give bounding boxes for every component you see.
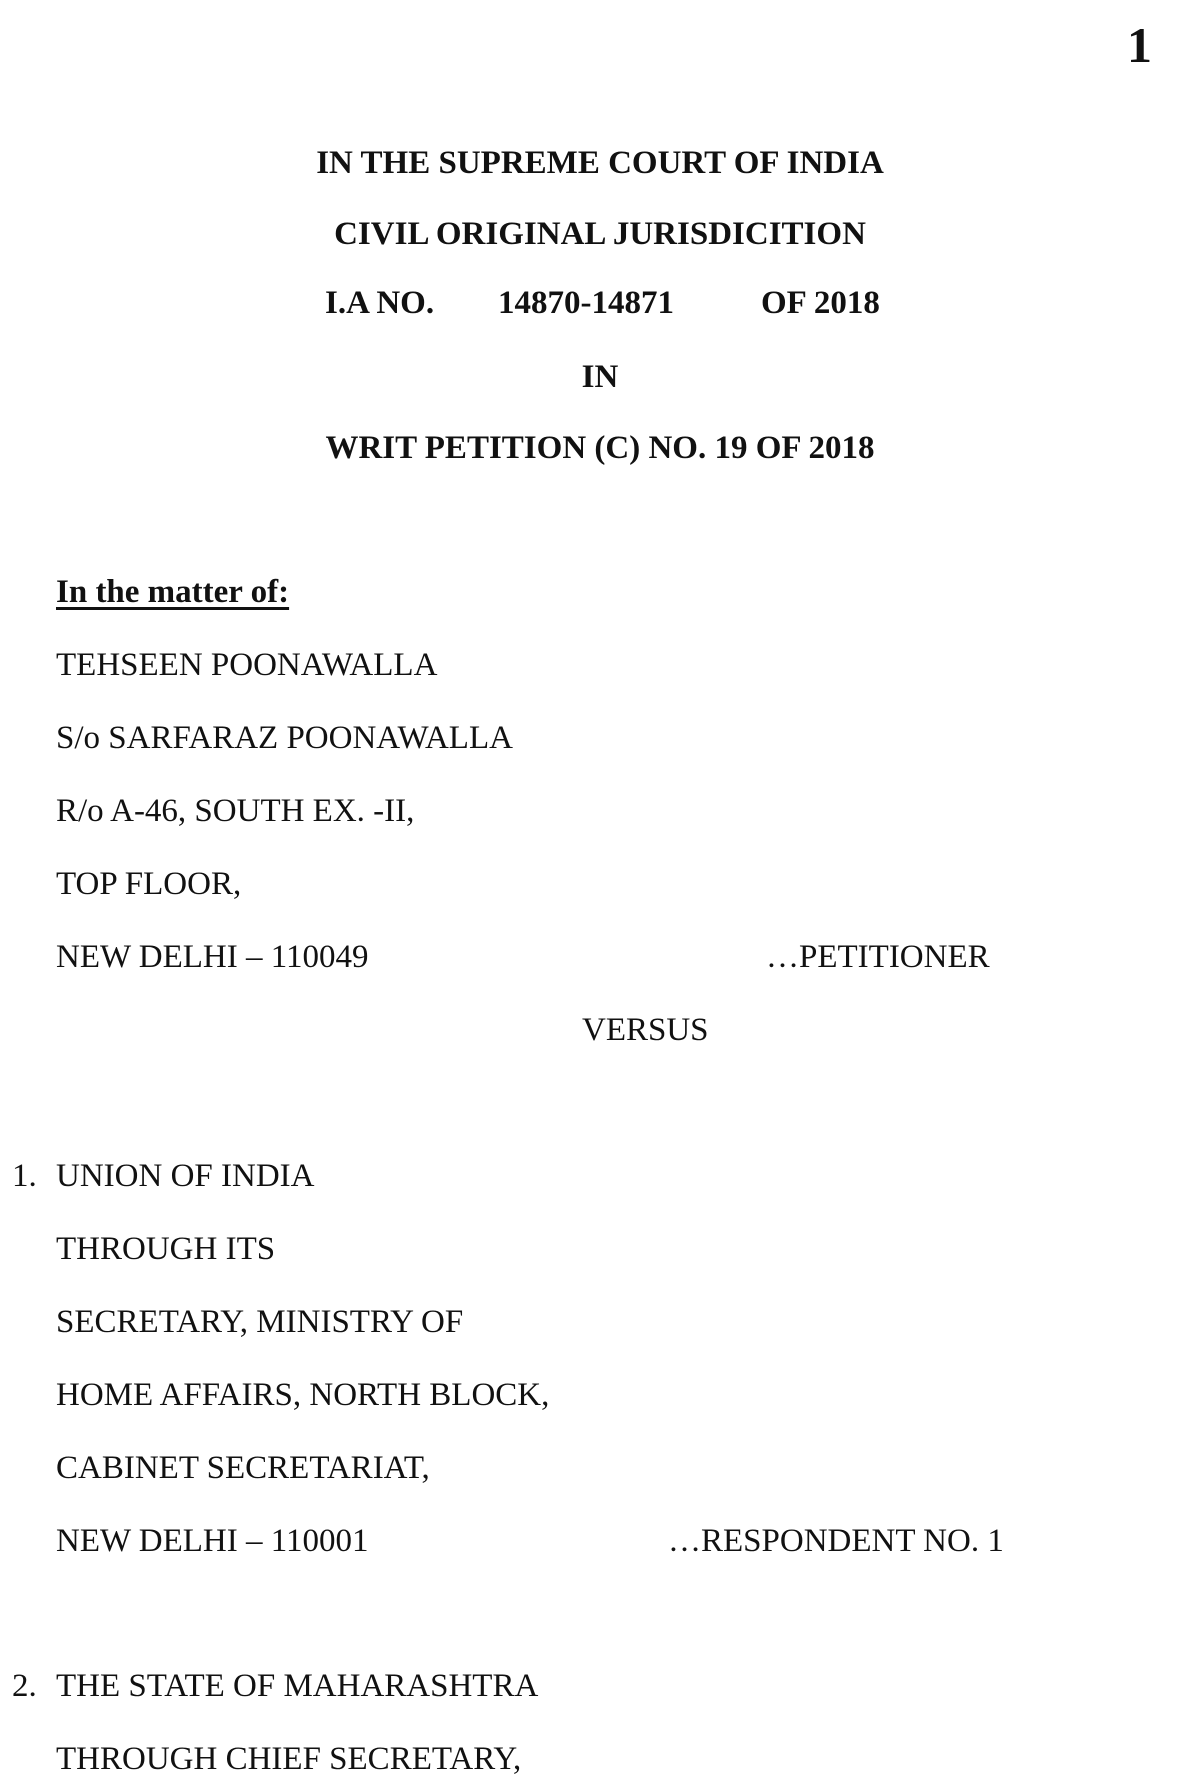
in-label: IN — [581, 359, 619, 395]
petitioner-name: TEHSEEN POONAWALLA — [56, 647, 438, 683]
ia-prefix: I.A NO. — [325, 285, 435, 321]
respondent-address-line: SECRETARY, MINISTRY OF — [56, 1304, 464, 1340]
court-title: IN THE SUPREME COURT OF INDIA — [316, 145, 884, 181]
respondent-name: THE STATE OF MAHARASHTRA — [56, 1668, 539, 1704]
petitioner-address-line: R/o A-46, SOUTH EX. -II, — [56, 793, 415, 829]
petitioner-role: …PETITIONER — [766, 939, 990, 975]
ia-year: OF 2018 — [761, 285, 880, 321]
respondent-address-line: HOME AFFAIRS, NORTH BLOCK, — [56, 1377, 550, 1413]
respondent-number: 1. — [12, 1158, 37, 1194]
ia-numbers: 14870-14871 — [498, 285, 674, 321]
jurisdiction-title: CIVIL ORIGINAL JURISDICITION — [334, 216, 866, 252]
writ-petition-title: WRIT PETITION (C) NO. 19 OF 2018 — [325, 430, 875, 466]
respondent-number: 2. — [12, 1668, 37, 1704]
petitioner-parent: S/o SARFARAZ POONAWALLA — [56, 720, 513, 756]
respondent-address-line: THROUGH ITS — [56, 1231, 276, 1267]
respondent-address-line: CABINET SECRETARIAT, — [56, 1450, 430, 1486]
page-number: 1 — [1127, 17, 1152, 73]
respondent-role: …RESPONDENT NO. 1 — [668, 1523, 1004, 1559]
respondent-address-line: THROUGH CHIEF SECRETARY, — [56, 1741, 522, 1777]
petitioner-city: NEW DELHI – 110049 — [56, 939, 369, 975]
versus-label: VERSUS — [582, 1012, 709, 1048]
respondent-name: UNION OF INDIA — [56, 1158, 315, 1194]
matter-heading: In the matter of: — [56, 574, 290, 610]
respondent-city: NEW DELHI – 110001 — [56, 1523, 369, 1559]
petitioner-address-line: TOP FLOOR, — [56, 866, 242, 902]
